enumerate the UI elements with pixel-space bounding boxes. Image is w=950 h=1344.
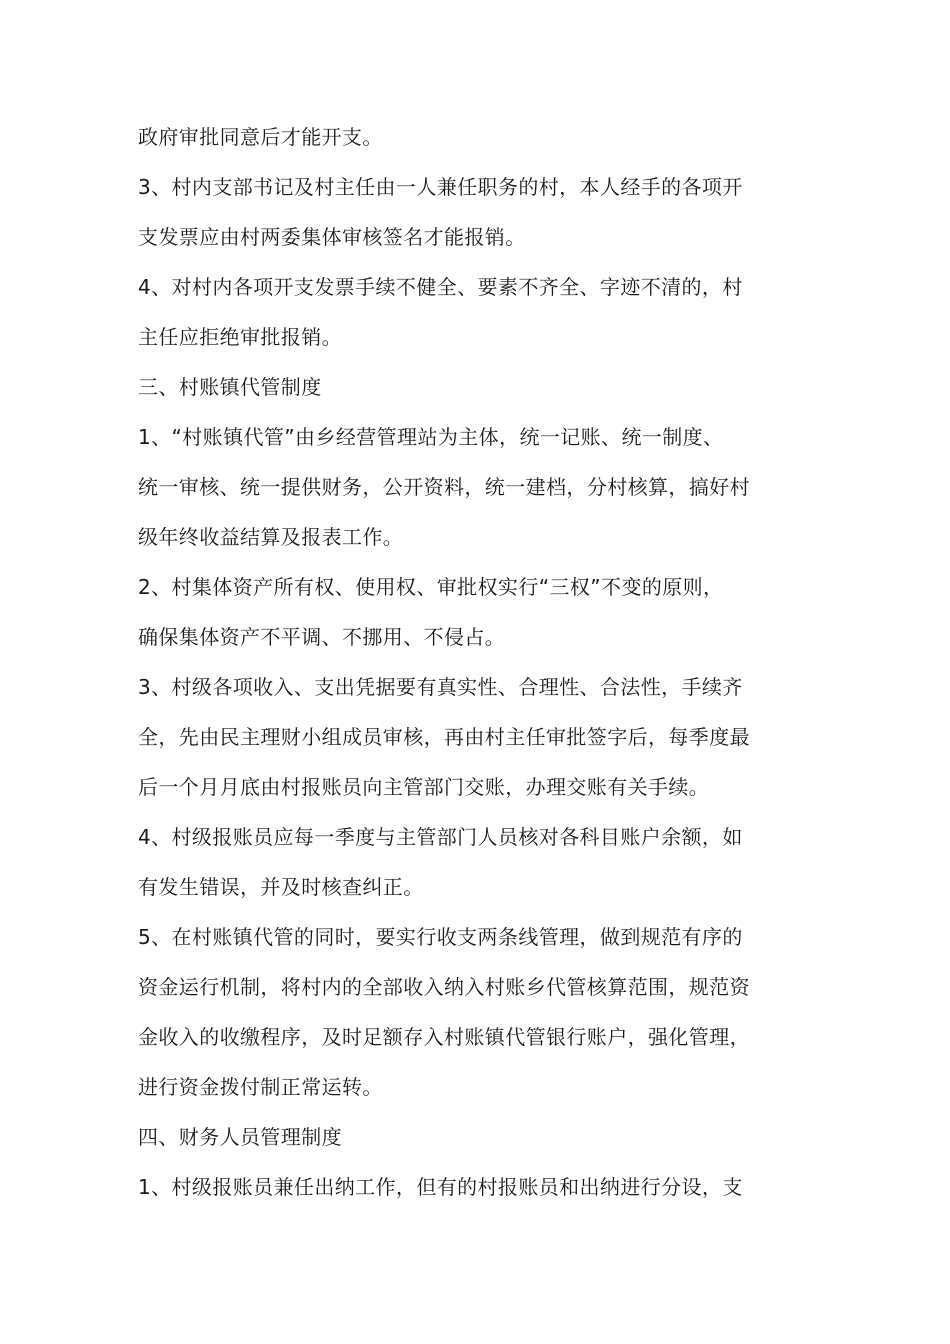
text-line: 政府审批同意后才能开支。 xyxy=(138,125,383,149)
text-line: 后一个月月底由村报账员向主管部门交账，办理交账有关手续。 xyxy=(138,775,710,799)
text-line: 3、村级各项收入、支出凭据要有真实性、合理性、合法性，手续齐 xyxy=(138,675,743,699)
text-line: 主任应拒绝审批报销。 xyxy=(138,325,342,349)
text-line: 级年终收益结算及报表工作。 xyxy=(138,525,404,549)
text-line: 2、村集体资产所有权、使用权、审批权实行“三权”不变的原则， xyxy=(138,575,724,599)
text-line: 有发生错误，并及时核查纠正。 xyxy=(138,875,424,899)
text-line: 1、“村账镇代管”由乡经营管理站为主体，统一记账、统一制度、 xyxy=(138,425,724,449)
text-line: 支发票应由村两委集体审核签名才能报销。 xyxy=(138,225,526,249)
text-line: 1、村级报账员兼任出纳工作，但有的村报账员和出纳进行分设，支 xyxy=(138,1175,743,1199)
document-body xyxy=(138,112,828,1212)
section-heading: 四、财务人员管理制度 xyxy=(138,1125,342,1149)
text-line: 4、对村内各项开支发票手续不健全、要素不齐全、字迹不清的，村 xyxy=(138,275,743,299)
text-line: 5、在村账镇代管的同时，要实行收支两条线管理，做到规范有序的 xyxy=(138,925,743,949)
text-line: 全，先由民主理财小组成员审核，再由村主任审批签字后，每季度最 xyxy=(138,725,750,749)
text-line: 金收入的收缴程序，及时足额存入村账镇代管银行账户，强化管理， xyxy=(138,1025,750,1049)
text-line: 进行资金拨付制正常运转。 xyxy=(138,1075,383,1099)
text-line: 统一审核、统一提供财务，公开资料，统一建档，分村核算，搞好村 xyxy=(138,475,750,499)
text-line: 确保集体资产不平调、不挪用、不侵占。 xyxy=(138,625,506,649)
text-line: 3、村内支部书记及村主任由一人兼任职务的村，本人经手的各项开 xyxy=(138,175,743,199)
text-line: 资金运行机制，将村内的全部收入纳入村账乡代管核算范围，规范资 xyxy=(138,975,750,999)
text-line: 4、村级报账员应每一季度与主管部门人员核对各科目账户余额，如 xyxy=(138,825,743,849)
section-heading: 三、村账镇代管制度 xyxy=(138,375,322,399)
